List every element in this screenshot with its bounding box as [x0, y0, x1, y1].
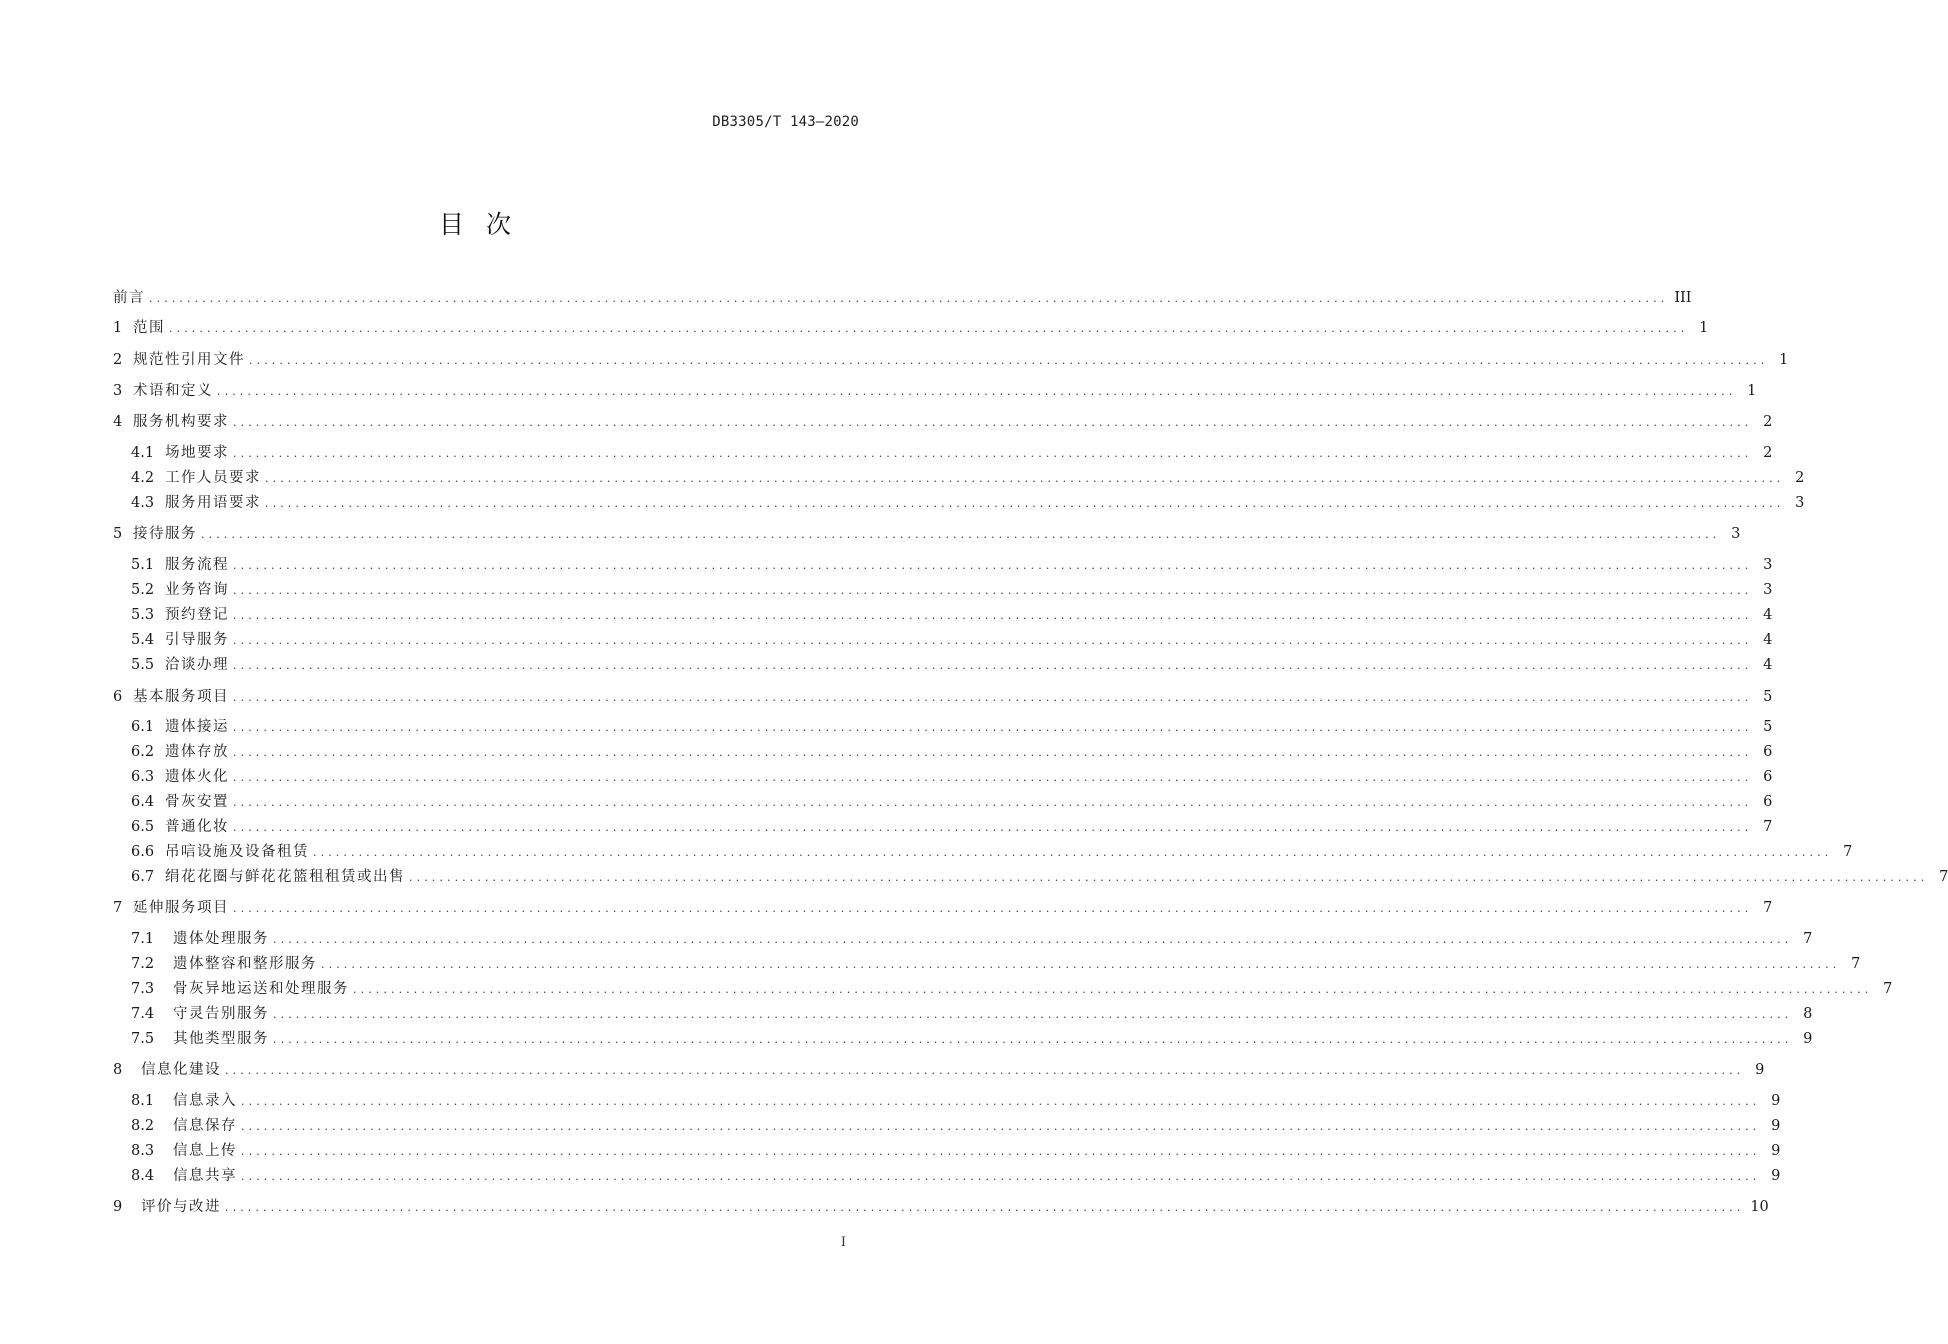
toc-entry-page: 10 [1750, 1199, 1769, 1215]
toc-entry-number: 4 [113, 414, 123, 430]
toc-entry-label [131, 442, 233, 464]
toc-entry-page: 9 [1755, 1062, 1765, 1078]
toc-dot-leader: ........................................................................................................................................................................................................ [249, 354, 1769, 367]
toc-entry[interactable] [0, 579, 1773, 601]
toc-entry[interactable] [0, 629, 1773, 651]
toc-entry[interactable] [0, 380, 1757, 402]
toc-entry[interactable] [0, 1115, 1781, 1137]
toc-entry-page: III [1674, 290, 1692, 306]
toc-dot-leader: ........................................................................................................................................................................................................ [233, 447, 1753, 460]
toc-entry-title: 工作人员要求 [165, 470, 261, 486]
toc-entry-label [113, 317, 169, 339]
toc-dot-leader: ........................................................................................................................................................................................................ [233, 902, 1753, 915]
toc-entry-number: 6.3 [131, 769, 155, 785]
toc-entry[interactable] [0, 716, 1773, 738]
toc-entry[interactable] [0, 349, 1789, 371]
toc-dot-leader: ........................................................................................................................................................................................................ [233, 659, 1753, 672]
toc-entry-page: 1 [1779, 352, 1789, 368]
toc-entry-number: 8.2 [131, 1118, 155, 1134]
toc-entry-label [131, 1003, 273, 1025]
toc-entry-title: 场地要求 [165, 445, 229, 461]
toc-entry-title: 信息共享 [173, 1168, 237, 1184]
toc-entry-number: 9 [113, 1199, 123, 1215]
toc-entry-page: 7 [1803, 931, 1813, 947]
toc-dot-leader: ........................................................................................................................................................................................................ [225, 1064, 1745, 1077]
toc-entry-page: 6 [1763, 769, 1773, 785]
toc-entry[interactable] [0, 741, 1773, 763]
toc-dot-leader: ........................................................................................................................................................................................................ [169, 322, 1689, 335]
toc-entry-title: 其他类型服务 [173, 1031, 269, 1047]
toc-entry-label [131, 816, 233, 838]
toc-dot-leader: ........................................................................................................................................................................................................ [233, 746, 1753, 759]
toc-entry[interactable] [0, 554, 1773, 576]
toc-entry-title: 信息保存 [173, 1118, 237, 1134]
toc-entry-page: 3 [1763, 557, 1773, 573]
toc-entry-page: 4 [1763, 607, 1773, 623]
toc-entry-title: 预约登记 [165, 607, 229, 623]
toc-dot-leader: ........................................................................................................................................................................................................ [233, 584, 1753, 597]
toc-entry[interactable] [0, 411, 1773, 433]
toc-entry-label [113, 1196, 225, 1218]
toc-entry-page: 3 [1795, 495, 1805, 511]
toc-entry-page: 2 [1795, 470, 1805, 486]
toc-entry-label [131, 654, 233, 676]
toc-entry-number: 6.2 [131, 744, 155, 760]
toc-entry-page: 7 [1883, 981, 1893, 997]
toc-entry-label [113, 411, 233, 433]
toc-dot-leader: ........................................................................................................................................................................................................ [241, 1095, 1761, 1108]
toc-entry-label [113, 897, 233, 919]
toc-entry-label [131, 866, 409, 888]
toc-entry-title: 绢花花圈与鲜花花篮租租赁或出售 [165, 869, 405, 885]
toc-entry-page: 2 [1763, 414, 1773, 430]
toc-entry[interactable] [0, 317, 1709, 339]
toc-entry-page: 4 [1763, 632, 1773, 648]
toc-entry-title: 遗体整容和整形服务 [173, 956, 317, 972]
toc-entry-page: 3 [1763, 582, 1773, 598]
toc-entry-label [131, 928, 273, 950]
toc-entry-title: 基本服务项目 [133, 689, 229, 705]
toc-entry-title: 骨灰安置 [165, 794, 229, 810]
toc-entry-number: 4.1 [131, 445, 155, 461]
toc-entry-number: 5.3 [131, 607, 155, 623]
toc-entry-number: 6 [113, 689, 123, 705]
toc-entry[interactable] [0, 1090, 1781, 1112]
toc-dot-leader: ........................................................................................................................................................................................................ [233, 609, 1753, 622]
toc-entry-label [131, 841, 313, 863]
toc-entry[interactable] [0, 766, 1773, 788]
toc-entry[interactable] [0, 866, 1948, 888]
page-number: I [840, 1235, 846, 1250]
toc-entry-label [131, 604, 233, 626]
toc-entry[interactable] [0, 897, 1773, 919]
toc-dot-leader: ........................................................................................................................................................................................................ [225, 1201, 1745, 1214]
toc-entry-label [131, 1028, 273, 1050]
toc-entry[interactable] [0, 1165, 1781, 1187]
toc-entry-title: 骨灰异地运送和处理服务 [173, 981, 349, 997]
toc-entry-number: 7.2 [131, 956, 155, 972]
toc-entry-title: 业务咨询 [165, 582, 229, 598]
toc-entry-number: 3 [113, 383, 123, 399]
toc-entry-label [113, 523, 201, 545]
toc-entry-page: 7 [1763, 819, 1773, 835]
toc-entry[interactable] [0, 686, 1773, 708]
toc-entry-page: 1 [1699, 320, 1709, 336]
toc-dot-leader: ........................................................................................................................................................................................................ [321, 958, 1841, 971]
toc-dot-leader: ........................................................................................................................................................................................................ [217, 385, 1737, 398]
toc-entry-number: 5.1 [131, 557, 155, 573]
toc-entry-title: 信息上传 [173, 1143, 237, 1159]
toc-dot-leader: ........................................................................................................................................................................................................ [233, 821, 1753, 834]
toc-entry-number: 6.5 [131, 819, 155, 835]
toc-dot-leader: ........................................................................................................................................................................................................ [233, 559, 1753, 572]
toc-entry-title: 规范性引用文件 [133, 352, 245, 368]
toc-entry-number: 5.4 [131, 632, 155, 648]
toc-entry-page: 7 [1843, 844, 1853, 860]
toc-dot-leader: ........................................................................................................................................................................................................ [233, 721, 1753, 734]
toc-entry[interactable] [0, 654, 1773, 676]
toc-entry-label [131, 766, 233, 788]
toc-entry[interactable] [0, 816, 1773, 838]
toc-entry-page: 7 [1851, 956, 1861, 972]
toc-entry-page: 9 [1803, 1031, 1813, 1047]
toc-entry-page: 1 [1747, 383, 1757, 399]
toc-entry-number: 7.3 [131, 981, 155, 997]
toc-entry-label [113, 380, 217, 402]
toc-entry-number: 7.1 [131, 931, 155, 947]
toc-entry-page: 6 [1763, 744, 1773, 760]
toc-entry-label [131, 579, 233, 601]
toc-entry[interactable] [0, 442, 1773, 464]
toc-dot-leader: ........................................................................................................................................................................................................ [201, 528, 1721, 541]
toc-entry-title: 接待服务 [133, 526, 197, 542]
toc-entry-page: 2 [1763, 445, 1773, 461]
toc-entry-label [131, 554, 233, 576]
toc-entry-title: 信息录入 [173, 1093, 237, 1109]
toc-entry-page: 8 [1803, 1006, 1813, 1022]
toc-entry-page: 9 [1771, 1118, 1781, 1134]
toc-dot-leader: ........................................................................................................................................................................................................ [233, 416, 1753, 429]
toc-entry-number: 6.6 [131, 844, 155, 860]
toc-entry-page: 7 [1939, 869, 1948, 885]
toc-entry-page: 9 [1771, 1093, 1781, 1109]
toc-entry-page: 5 [1763, 719, 1773, 735]
toc-entry-number: 7 [113, 900, 123, 916]
toc-entry-label [131, 1165, 241, 1187]
toc-entry-number: 7.5 [131, 1031, 155, 1047]
document-code: DB3305/T 143—2020 [712, 114, 859, 130]
toc-entry-label [113, 287, 149, 309]
toc-entry-page: 3 [1731, 526, 1741, 542]
toc-entry[interactable] [0, 1196, 1769, 1218]
toc-entry-title: 遗体火化 [165, 769, 229, 785]
toc-entry-number: 8.1 [131, 1093, 155, 1109]
toc-entry[interactable] [0, 523, 1741, 545]
toc-entry-number: 1 [113, 320, 123, 336]
toc-entry-title: 前言 [113, 290, 145, 306]
toc-entry-label [131, 629, 233, 651]
toc-entry[interactable] [0, 1028, 1813, 1050]
toc-dot-leader: ........................................................................................................................................................................................................ [241, 1145, 1761, 1158]
toc-entry-number: 6.7 [131, 869, 155, 885]
toc-dot-leader: ........................................................................................................................................................................................................ [233, 796, 1753, 809]
toc-entry-label [131, 1115, 241, 1137]
toc-entry[interactable] [0, 841, 1853, 863]
toc-dot-leader: ........................................................................................................................................................................................................ [233, 691, 1753, 704]
toc-entry[interactable] [0, 604, 1773, 626]
toc-entry[interactable] [0, 978, 1893, 1000]
toc-entry-title: 服务机构要求 [133, 414, 229, 430]
toc-entry-label [113, 349, 249, 371]
toc-entry-page: 5 [1763, 689, 1773, 705]
toc-entry-title: 范围 [133, 320, 165, 336]
page-title: 目次 [438, 210, 533, 239]
toc-dot-leader: ........................................................................................................................................................................................................ [353, 983, 1873, 996]
toc-entry-number: 2 [113, 352, 123, 368]
toc-entry-number: 5.5 [131, 657, 155, 673]
toc-entry-label [131, 1140, 241, 1162]
toc-dot-leader: ........................................................................................................................................................................................................ [233, 634, 1753, 647]
toc-entry-number: 5.2 [131, 582, 155, 598]
toc-entry-number: 4.2 [131, 470, 155, 486]
toc-entry-label [131, 716, 233, 738]
toc-dot-leader: ........................................................................................................................................................................................................ [149, 292, 1669, 305]
toc-entry-title: 服务流程 [165, 557, 229, 573]
toc-entry-title: 评价与改进 [141, 1199, 221, 1215]
toc-dot-leader: ........................................................................................................................................................................................................ [233, 771, 1753, 784]
toc-dot-leader: ........................................................................................................................................................................................................ [241, 1120, 1761, 1133]
toc-entry-number: 5 [113, 526, 123, 542]
toc-entry-number: 6.4 [131, 794, 155, 810]
toc-entry-label [131, 791, 233, 813]
toc-dot-leader: ........................................................................................................................................................................................................ [273, 1033, 1793, 1046]
toc-entry[interactable] [0, 791, 1773, 813]
toc-entry-title: 延伸服务项目 [133, 900, 229, 916]
toc-entry-page: 7 [1763, 900, 1773, 916]
toc-entry-label [113, 1059, 225, 1081]
toc-entry-title: 吊唁设施及设备租赁 [165, 844, 309, 860]
toc-entry-page: 4 [1763, 657, 1773, 673]
toc-entry-title: 遗体接运 [165, 719, 229, 735]
toc-entry-label [131, 978, 353, 1000]
toc-entry-number: 6.1 [131, 719, 155, 735]
toc-entry-number: 8.3 [131, 1143, 155, 1159]
toc-entry-label [131, 1090, 241, 1112]
toc-entry-label [131, 492, 265, 514]
toc-entry-label [131, 953, 321, 975]
toc-dot-leader: ........................................................................................................................................................................................................ [273, 1008, 1793, 1021]
toc-entry-page: 9 [1771, 1168, 1781, 1184]
toc-entry-title: 术语和定义 [133, 383, 213, 399]
toc-dot-leader: ........................................................................................................................................................................................................ [273, 933, 1793, 946]
toc-entry[interactable] [0, 492, 1805, 514]
toc-entry-title: 信息化建设 [141, 1062, 221, 1078]
toc-entry-title: 引导服务 [165, 632, 229, 648]
toc-entry[interactable] [0, 1140, 1781, 1162]
toc-dot-leader: ........................................................................................................................................................................................................ [265, 472, 1785, 485]
toc-dot-leader: ........................................................................................................................................................................................................ [409, 871, 1929, 884]
toc-entry-title: 洽谈办理 [165, 657, 229, 673]
toc-entry-label [131, 467, 265, 489]
toc-dot-leader: ........................................................................................................................................................................................................ [313, 846, 1833, 859]
toc-dot-leader: ........................................................................................................................................................................................................ [265, 497, 1785, 510]
toc-entry-number: 8.4 [131, 1168, 155, 1184]
toc-entry-number: 8 [113, 1062, 123, 1078]
toc-dot-leader: ........................................................................................................................................................................................................ [241, 1170, 1761, 1183]
toc-entry[interactable] [0, 928, 1813, 950]
toc-entry-title: 服务用语要求 [165, 495, 261, 511]
toc-entry-label [131, 741, 233, 763]
toc-entry-label [113, 686, 233, 708]
toc-entry-title: 守灵告别服务 [173, 1006, 269, 1022]
toc-entry[interactable] [0, 467, 1805, 489]
toc-entry-page: 6 [1763, 794, 1773, 810]
toc-entry[interactable] [0, 1003, 1813, 1025]
toc-entry[interactable] [0, 287, 1692, 309]
toc-entry[interactable] [0, 1059, 1765, 1081]
toc-entry-title: 遗体存放 [165, 744, 229, 760]
toc-entry-title: 普通化妆 [165, 819, 229, 835]
toc-entry[interactable] [0, 953, 1861, 975]
toc-entry-number: 7.4 [131, 1006, 155, 1022]
toc-entry-title: 遗体处理服务 [173, 931, 269, 947]
toc-entry-page: 9 [1771, 1143, 1781, 1159]
toc-entry-number: 4.3 [131, 495, 155, 511]
